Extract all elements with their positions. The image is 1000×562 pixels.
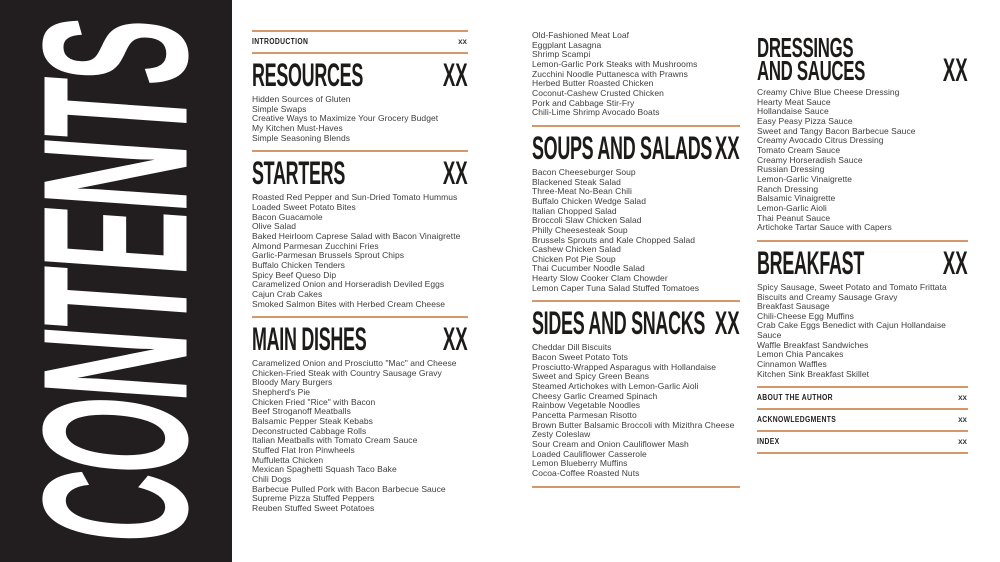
toc-item: Coconut-Cashew Crusted Chicken — [532, 87, 664, 98]
section-heading — [252, 57, 468, 93]
recipe-list-main-dishes-continued — [532, 31, 740, 118]
divider — [532, 486, 740, 488]
toc-item: Simple Seasoning Blends — [252, 132, 351, 143]
recipe-list — [252, 359, 468, 514]
toc-item: Caramelized Onion and Prosciutto "Mac" and Cheese — [252, 358, 457, 369]
section-title-line2: AND SAUCES — [757, 55, 866, 86]
section-page-number: XX — [443, 155, 468, 192]
toc-row-label: ABOUT THE AUTHOR — [757, 393, 833, 403]
section-page-number: XX — [443, 321, 468, 358]
toc-item: Roasted Red Pepper and Sun-Dried Tomato Hummus — [252, 192, 458, 203]
toc-item: Russian Dressing — [757, 164, 825, 175]
toc-item: Lemon-Garlic Vinaigrette — [757, 173, 853, 184]
toc-item: Barbecue Pulled Pork with Bacon Barbecue Sauce — [252, 483, 446, 494]
toc-item: Creamy Avocado Citrus Dressing — [757, 135, 884, 146]
toc-item: Creative Ways to Maximize Your Grocery Budget — [252, 113, 439, 124]
section-title-line1: DRESSINGS — [757, 32, 854, 63]
section-title: SOUPS AND SALADS — [532, 129, 713, 166]
toc-item: Supreme Pizza Stuffed Peppers — [252, 493, 375, 504]
section-page-number: XX — [715, 305, 740, 342]
toc-item: Cheddar Dill Biscuits — [532, 342, 612, 353]
toc-item: Creamy Horseradish Sauce — [757, 154, 863, 165]
toc-row-acknowledgments — [757, 410, 968, 430]
toc-row-about-the-author — [757, 388, 968, 408]
section-heading — [757, 32, 968, 88]
toc-item: Loaded Cauliflower Casserole — [532, 448, 647, 459]
divider — [252, 316, 468, 318]
divider — [757, 240, 968, 242]
toc-item: Bacon Sweet Potato Tots — [532, 352, 628, 363]
toc-item: Pancetta Parmesan Risotto — [532, 410, 637, 421]
toc-item: Hollandaise Sauce — [757, 106, 829, 117]
section-heading — [532, 129, 740, 166]
toc-item: Prosciutto-Wrapped Asparagus with Hollandaise — [532, 361, 716, 372]
toc-item: Sweet and Spicy Green Beans — [532, 371, 650, 382]
toc-row-page-number: xx — [958, 415, 967, 425]
recipe-list — [757, 283, 968, 380]
toc-item: Blackened Steak Salad — [532, 176, 621, 187]
section-dressings-and-sauces — [757, 32, 968, 233]
toc-item: Spicy Sausage, Sweet Potato and Tomato Frittata — [757, 281, 947, 292]
toc-item: My Kitchen Must-Haves — [252, 122, 343, 133]
section-title — [757, 32, 866, 86]
toc-item: Brussels Sprouts and Kale Chopped Salad — [532, 234, 696, 245]
toc-item: Mexican Spaghetti Squash Taco Bake — [252, 464, 397, 475]
section-resources — [252, 57, 468, 143]
toc-item: Waffle Breakfast Sandwiches — [757, 339, 869, 350]
toc-item: Deconstructed Cabbage Rolls — [252, 425, 367, 436]
section-page-number: XX — [943, 244, 968, 281]
toc-row-page-number: xx — [958, 393, 967, 403]
toc-item: Zesty Coleslaw — [532, 429, 591, 440]
toc-item: Steamed Artichokes with Lemon-Garlic Aioli — [532, 381, 699, 392]
toc-item: Balsamic Pepper Steak Kebabs — [252, 416, 373, 427]
recipe-list — [532, 168, 740, 294]
toc-row-index — [757, 432, 968, 452]
toc-row-label: INTRODUCTION — [252, 37, 309, 46]
toc-item: Eggplant Lasagna — [532, 39, 602, 50]
section-title: BREAKFAST — [757, 244, 864, 281]
toc-item: Sour Cream and Onion Cauliflower Mash — [532, 439, 689, 449]
toc-item: Rainbow Vegetable Noodles — [532, 400, 641, 411]
recipe-list — [252, 193, 468, 309]
toc-row-page-number: xx — [958, 437, 967, 447]
section-heading — [252, 155, 468, 192]
side-band — [0, 0, 232, 562]
toc-item: Cashew Chicken Salad — [532, 244, 621, 255]
toc-row-introduction — [252, 32, 468, 52]
recipe-list — [252, 95, 468, 143]
toc-item: Bacon Cheeseburger Soup — [532, 166, 636, 177]
section-starters — [252, 155, 468, 309]
toc-item: Lemon-Garlic Pork Steaks with Mushrooms — [532, 58, 698, 69]
toc-row-page-number: xx — [458, 37, 467, 46]
section-sides-and-snacks — [532, 305, 740, 478]
toc-item: Thai Peanut Sauce — [757, 212, 831, 223]
toc-item: Brown Butter Balsamic Broccoli with Mizithra Cheese — [532, 419, 735, 430]
section-page-number: XX — [443, 57, 468, 93]
section-title: SIDES AND SNACKS — [532, 305, 706, 342]
toc-column-3 — [757, 30, 968, 454]
toc-item: Breakfast Sausage — [757, 301, 830, 312]
page-title: CONTENTS — [0, 12, 232, 550]
toc-item: Biscuits and Creamy Sausage Gravy — [757, 291, 898, 302]
toc-item: Zucchini Noodle Puttanesca with Prawns — [532, 68, 688, 79]
divider — [532, 125, 740, 127]
toc-item: Shepherd's Pie — [252, 387, 311, 398]
toc-item: Spicy Beef Queso Dip — [252, 269, 337, 280]
divider — [757, 452, 968, 454]
toc-item: Cocoa-Coffee Roasted Nuts — [532, 467, 640, 478]
section-heading — [532, 305, 740, 342]
toc-item: Chili-Cheese Egg Muffins — [757, 310, 854, 321]
toc-item: Stuffed Flat Iron Pinwheels — [252, 445, 355, 456]
toc-item: Old-Fashioned Meat Loaf — [532, 30, 630, 40]
toc-item: Philly Cheesesteak Soup — [532, 224, 628, 235]
section-title: RESOURCES — [252, 57, 363, 93]
divider — [252, 52, 468, 54]
toc-item: Lemon Caper Tuna Salad Stuffed Tomatoes — [532, 282, 700, 293]
toc-item: Italian Meatballs with Tomato Cream Sauce — [252, 435, 418, 446]
toc-item: Lemon Chia Pancakes — [757, 349, 844, 360]
toc-item: Artichoke Tartar Sauce with Capers — [757, 222, 892, 233]
toc-item: Buffalo Chicken Wedge Salad — [532, 195, 646, 206]
section-page-number: XX — [715, 129, 740, 166]
toc-item: Italian Chopped Salad — [532, 205, 617, 216]
toc-item: Chili-Lime Shrimp Avocado Boats — [532, 107, 660, 118]
recipe-list — [532, 343, 740, 478]
toc-item: Hidden Sources of Gluten — [252, 94, 351, 104]
toc-item: Kitchen Sink Breakfast Skillet — [757, 368, 870, 379]
divider — [252, 150, 468, 152]
toc-row-label: INDEX — [757, 437, 780, 447]
toc-item: Garlic-Parmesan Brussels Sprout Chips — [252, 250, 405, 261]
recipe-list — [757, 88, 968, 233]
toc-item: Three-Meat No-Bean Chili — [532, 186, 632, 197]
toc-item: Caramelized Onion and Horseradish Deviled Eggs — [252, 279, 445, 290]
toc-item: Tomato Cream Sauce — [757, 144, 841, 155]
toc-item: Chicken Pot Pie Soup — [532, 253, 616, 264]
section-breakfast — [757, 244, 968, 380]
toc-item: Pork and Cabbage Stir-Fry — [532, 97, 635, 108]
toc-item: Chili Dogs — [252, 474, 292, 485]
toc-item: Hearty Meat Sauce — [757, 96, 831, 107]
toc-item: Hearty Slow Cooker Clam Chowder — [532, 273, 668, 284]
toc-item: Olive Salad — [252, 221, 297, 232]
section-heading — [252, 321, 468, 358]
toc-item: Herbed Butter Roasted Chicken — [532, 78, 654, 89]
toc-item: Buffalo Chicken Tenders — [252, 259, 345, 270]
toc-item: Balsamic Vinaigrette — [757, 193, 836, 204]
toc-item: Beef Stroganoff Meatballs — [252, 406, 351, 417]
toc-item: Broccoli Slaw Chicken Salad — [532, 215, 642, 226]
divider — [532, 300, 740, 302]
toc-item: Chicken Fried "Rice" with Bacon — [252, 396, 376, 407]
toc-item: Shrimp Scampi — [532, 49, 591, 60]
toc-item: Baked Heirloom Caprese Salad with Bacon Vinaigrette — [252, 230, 461, 241]
section-main-dishes — [252, 321, 468, 514]
toc-item: Ranch Dressing — [757, 183, 819, 194]
toc-item: Simple Swaps — [252, 103, 307, 114]
toc-column-2 — [532, 30, 740, 488]
toc-item: Reuben Stuffed Sweet Potatoes — [252, 503, 375, 513]
toc-item: Bloody Mary Burgers — [252, 377, 333, 388]
toc-item: Cajun Crab Cakes — [252, 288, 323, 299]
toc-item: Easy Peasy Pizza Sauce — [757, 115, 853, 126]
toc-item: Lemon Blueberry Muffins — [532, 458, 628, 469]
toc-item: Thai Cucumber Noodle Salad — [532, 263, 645, 274]
toc-item: Chicken-Fried Steak with Country Sausage Gravy — [252, 367, 442, 378]
section-title: STARTERS — [252, 155, 346, 192]
toc-item: Loaded Sweet Potato Bites — [252, 201, 356, 212]
toc-item: Bacon Guacamole — [252, 211, 323, 222]
section-page-number: XX — [943, 52, 968, 88]
toc-item: Cinnamon Waffles — [757, 359, 827, 370]
toc-row-label: ACKNOWLEDGMENTS — [757, 415, 837, 425]
toc-item: Lemon-Garlic Aioli — [757, 202, 827, 213]
toc-column-1 — [252, 30, 468, 521]
toc-item: Sweet and Tangy Bacon Barbecue Sauce — [757, 125, 916, 136]
toc-item: Muffuletta Chicken — [252, 454, 324, 465]
toc-item: Cheesy Garlic Creamed Spinach — [532, 390, 658, 401]
section-heading — [757, 244, 968, 281]
toc-item: Smoked Salmon Bites with Herbed Cream Cheese — [252, 298, 446, 309]
section-title: MAIN DISHES — [252, 321, 367, 358]
toc-item: Almond Parmesan Zucchini Fries — [252, 240, 379, 251]
toc-item: Creamy Chive Blue Cheese Dressing — [757, 87, 900, 97]
toc-item: Crab Cake Eggs Benedict with Cajun Hollandaise Sauce — [757, 320, 946, 341]
section-soups-and-salads — [532, 129, 740, 294]
